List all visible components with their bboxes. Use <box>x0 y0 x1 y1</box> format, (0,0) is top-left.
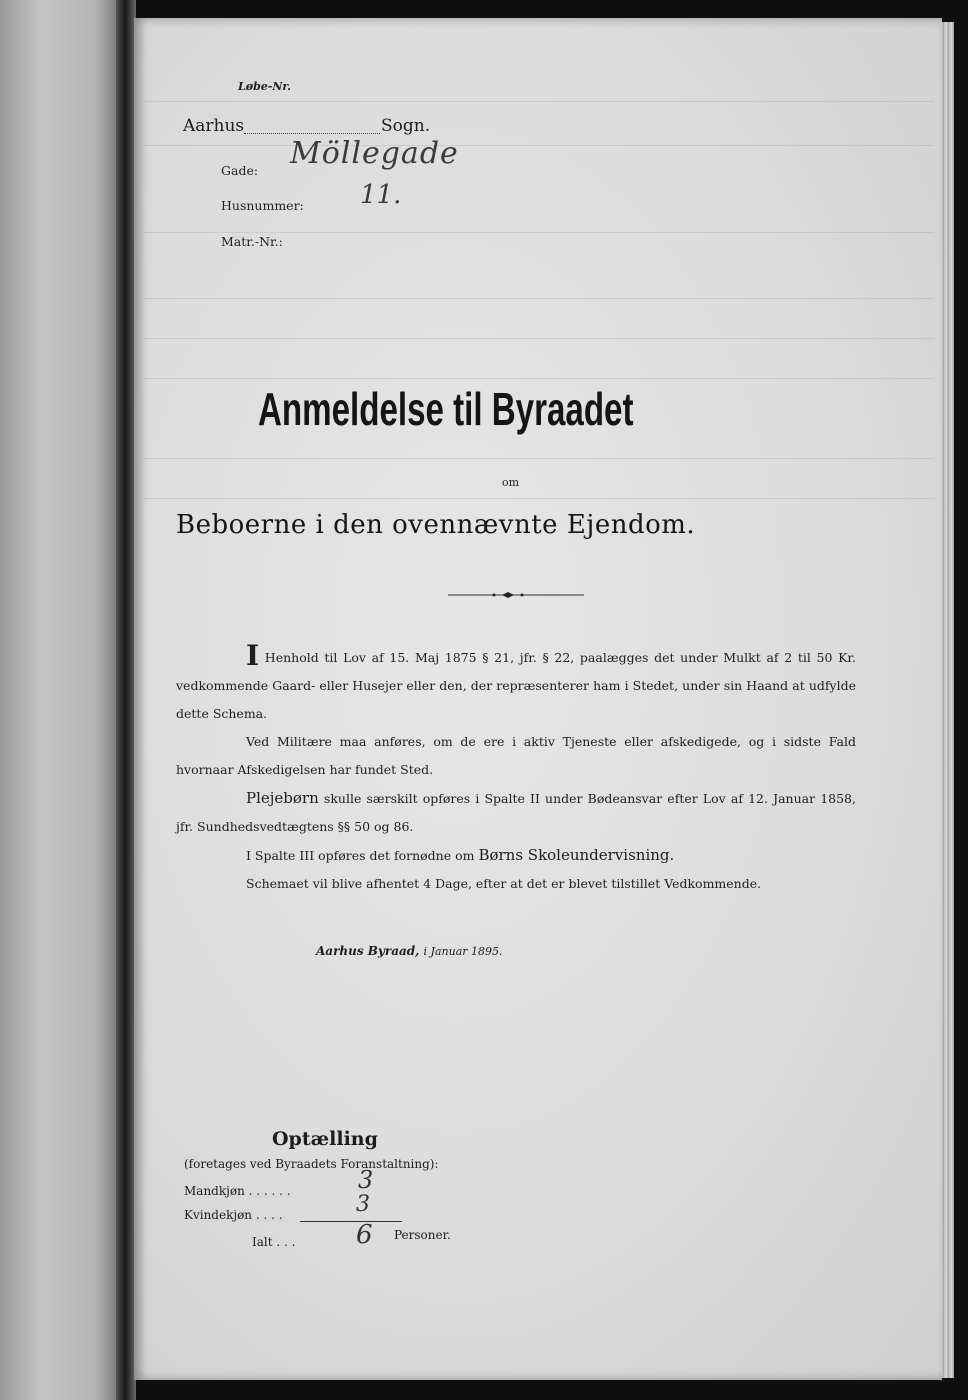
schooling-term: Børns Skoleundervisning. <box>478 846 675 864</box>
instruction-paragraph-1 <box>176 639 856 728</box>
city-label: Aarhus <box>183 116 245 136</box>
house-number-label: Husnummer: <box>221 198 304 213</box>
parish-label: Sogn. <box>381 116 431 136</box>
total-count-label: Ialt . . . <box>252 1235 296 1249</box>
instruction-text-3: skulle særskilt opføres i Spalte II under Bødeansvar efter Lov af 12. Januar 1858, jfr. Sundhedsvedtægtens §§ 50 og 86. <box>176 791 856 834</box>
sum-rule <box>300 1221 402 1222</box>
street-label: Gade: <box>221 163 259 178</box>
instruction-text-4: I Spalte III opføres det fornødne om <box>246 848 475 863</box>
issuer-signature <box>316 944 503 958</box>
matr-label: Matr.-Nr.: <box>221 234 283 249</box>
ornamental-divider <box>448 589 584 601</box>
foster-children-term: Plejebørn <box>246 789 319 807</box>
female-count-label: Kvindekjøn . . . . <box>184 1208 283 1222</box>
persons-label: Personer. <box>394 1228 451 1242</box>
instruction-paragraph-5: Schemaet vil blive afhentet 4 Dage, efter at det er blevet tilstillet Vedkommende. <box>246 876 762 891</box>
lobe-nr-label: Løbe-Nr. <box>238 80 291 93</box>
page-edges <box>940 22 954 1378</box>
count-title: Optælling <box>272 1128 378 1150</box>
instructions-text <box>176 639 856 898</box>
parish-underline <box>244 133 380 134</box>
title-connector: om <box>502 476 520 489</box>
street-value: Möllegade <box>290 136 459 171</box>
page-title: Anmeldelse til Byraadet <box>258 383 634 435</box>
issuer-authority: Aarhus Byraad, <box>316 944 420 958</box>
instruction-paragraph-3 <box>176 784 856 841</box>
instruction-paragraph-4 <box>176 841 856 870</box>
page-subtitle: Beboerne i den ovennævnte Ejendom. <box>176 510 696 540</box>
female-count-value: 3 <box>356 1192 370 1217</box>
facing-page-left <box>0 0 118 1400</box>
issue-date: i Januar 1895. <box>423 945 503 958</box>
male-count-value: 3 <box>358 1166 374 1194</box>
drop-cap: I <box>246 639 260 672</box>
book-gutter <box>116 0 136 1400</box>
instruction-paragraph-2: Ved Militære maa anføres, om de ere i aktiv Tjeneste eller afskedigede, og i sidste Fald hvornaar Afskedigelsen har fundet Sted. <box>176 734 856 777</box>
instruction-text-1: Henhold til Lov af 15. Maj 1875 § 21, jfr. § 22, paalægges det under Mulkt af 2 til 50 Kr. vedkommende Gaard- eller Husejer eller den, der repræsenterer ham i Stedet, under sin Haand at udfylde dette Schema. <box>176 650 856 721</box>
house-number-value: 11. <box>360 180 402 210</box>
male-count-label: Mandkjøn . . . . . . <box>184 1184 291 1198</box>
count-subtitle: (foretages ved Byraadets Foranstaltning): <box>184 1157 439 1171</box>
total-count-value: 6 <box>356 1220 373 1250</box>
